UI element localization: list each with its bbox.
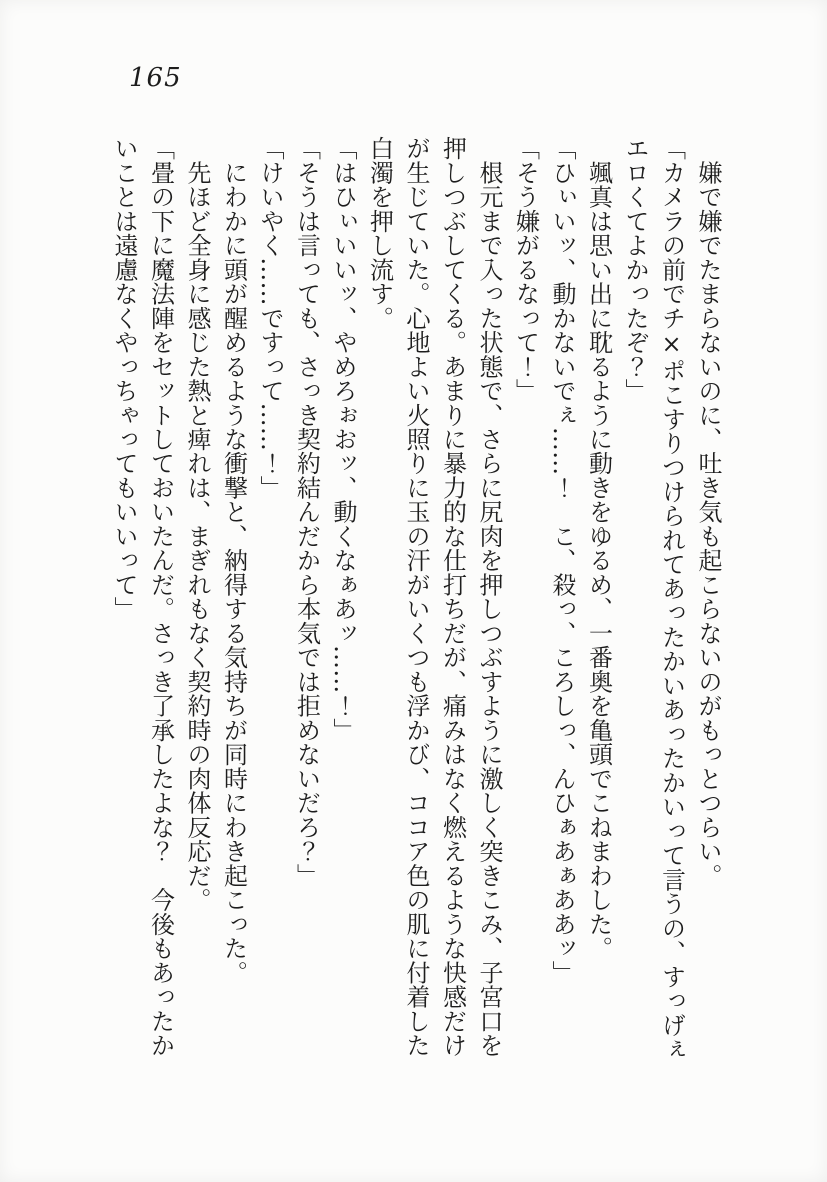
text-column: にわかに頭が醒めるような衝撃と、納得する気持ちが同時にわき起こった。 (219, 136, 248, 985)
text-column: 「カメラの前でチ×ポこすりつけられてあったかいあったかいって言うの、すっげぇ (657, 136, 686, 1062)
text-column: 「ひぃいッ、動かないでぇ……！ こ、殺っ、ころしっ、んひぁあぁああッ」 (548, 136, 576, 985)
text-column: 「そうは言っても、さっき契約結んだから本気では拒めないだろ？」 (292, 136, 321, 888)
text-column: エロくてよかったぞ？」 (621, 136, 649, 403)
text-column: が生じていた。心地よい火照りに玉の汗がいくつも浮かび、ココア色の肌に付着した (402, 136, 430, 1058)
text-column: 「はひぃいいッ、やめろぉおッ、動くなぁあッ……！」 (329, 136, 357, 742)
text-column: 颯真は思い出に耽るように動きをゆるめ、一番奥を亀頭でこねまわした。 (584, 136, 613, 961)
text-column: 「畳の下に魔法陣をセットしておいたんだ。さっき了承したよな？ 今後もあったか (146, 136, 175, 1058)
text-column: 根元まで入った状態で、さらに尻肉を押しつぶすように激しく突きこみ、子宮口を (475, 136, 503, 1058)
text-column: いことは遠慮なくやっちゃってもいいって」 (110, 136, 138, 621)
text-column: 押しつぶしてくる。あまりに暴力的な仕打ちだが、痛みはなく燃えるような快感だけ (438, 136, 467, 1058)
page-number: 165 (129, 63, 182, 93)
vertical-text-block (106, 136, 727, 1086)
text-column: 先ほど全身に感じた熱と痺れは、まぎれもなく契約時の肉体反応だ。 (183, 136, 211, 912)
text-column: 白濁を押し流す。 (365, 136, 394, 330)
text-column: 「けいやく……ですって……！」 (256, 136, 284, 500)
text-column: 嫌で嫌でたまらないのに、吐き気も起こらないのがもっとつらい。 (694, 136, 722, 888)
text-column: 「そう嫌がるなって！」 (511, 136, 540, 403)
